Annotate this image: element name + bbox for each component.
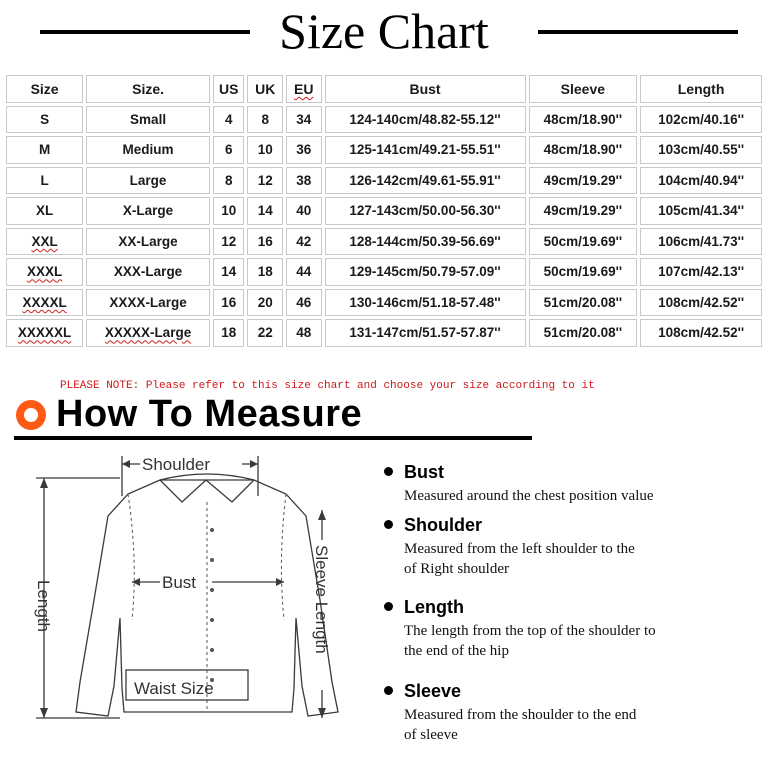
page-title: Size Chart (279, 3, 489, 59)
table-cell: 106cm/41.73'' (640, 228, 762, 256)
section-underline (14, 436, 532, 440)
table-header-cell: Size (6, 75, 83, 103)
table-cell: 48cm/18.90'' (529, 106, 638, 134)
table-row (6, 167, 762, 195)
table-cell: 14 (213, 258, 244, 286)
table-cell: 127-143cm/50.00-56.30'' (325, 197, 526, 225)
table-cell: 10 (213, 197, 244, 225)
table-cell: 51cm/20.08'' (529, 289, 638, 317)
table-cell: 131-147cm/51.57-57.87'' (325, 319, 526, 347)
table-cell: XXXL (6, 258, 83, 286)
table-cell: 102cm/40.16'' (640, 106, 762, 134)
table-cell: L (6, 167, 83, 195)
measure-label: Bust (404, 462, 444, 482)
how-to-measure-title: How To Measure (56, 393, 363, 435)
bullet-icon (384, 602, 393, 611)
measure-description (404, 486, 754, 506)
measure-description (404, 705, 754, 745)
table-row (6, 197, 762, 225)
table-row (6, 289, 762, 317)
table-cell: 104cm/40.94'' (640, 167, 762, 195)
table-cell: 38 (286, 167, 322, 195)
bullet-icon (384, 520, 393, 529)
title-rule-right (538, 30, 738, 34)
table-header-row (6, 75, 762, 103)
bullet-icon (384, 686, 393, 695)
table-cell: 108cm/42.52'' (640, 319, 762, 347)
table-cell: 130-146cm/51.18-57.48'' (325, 289, 526, 317)
table-cell: 46 (286, 289, 322, 317)
table-cell: 50cm/19.69'' (529, 228, 638, 256)
table-cell: Medium (86, 136, 210, 164)
measure-desc-line: of sleeve (404, 727, 458, 743)
table-cell: Small (86, 106, 210, 134)
table-cell: 34 (286, 106, 322, 134)
table-cell: 12 (247, 167, 283, 195)
table-cell: 18 (213, 319, 244, 347)
table-cell: XXXXL (6, 289, 83, 317)
diagram-label-length: Length (34, 580, 53, 632)
table-header-cell: UK (247, 75, 283, 103)
measure-desc-line: of Right shoulder (404, 561, 509, 577)
measure-desc-line: Measured from the shoulder to the end (404, 707, 637, 723)
table-header-cell: Bust (325, 75, 526, 103)
table-cell: 107cm/42.13'' (640, 258, 762, 286)
diagram-label-sleeve-length: Sleeve Length (312, 545, 331, 654)
table-cell: XXXXXL (6, 319, 83, 347)
table-cell: 124-140cm/48.82-55.12'' (325, 106, 526, 134)
table-cell: 48cm/18.90'' (529, 136, 638, 164)
diagram-label-shoulder: Shoulder (142, 455, 211, 474)
table-cell: 16 (247, 228, 283, 256)
table-cell: 44 (286, 258, 322, 286)
diagram-label-bust: Bust (162, 573, 197, 592)
measure-label: Shoulder (404, 515, 483, 535)
table-cell: XXXXX-Large (86, 319, 210, 347)
table-cell: 4 (213, 106, 244, 134)
measure-label: Sleeve (404, 681, 462, 701)
measure-desc-line: the end of the hip (404, 643, 509, 659)
table-cell: M (6, 136, 83, 164)
table-header-cell: Size. (86, 75, 210, 103)
measure-label: Length (404, 597, 464, 617)
table-cell: 108cm/42.52'' (640, 289, 762, 317)
measure-description (404, 621, 754, 661)
table-cell: 14 (247, 197, 283, 225)
table-cell: Large (86, 167, 210, 195)
table-cell: 8 (213, 167, 244, 195)
measure-description (404, 539, 754, 579)
table-cell: 6 (213, 136, 244, 164)
collar-left (160, 480, 206, 502)
table-cell: 126-142cm/49.61-55.91'' (325, 167, 526, 195)
table-cell: 128-144cm/50.39-56.69'' (325, 228, 526, 256)
table-cell: 50cm/19.69'' (529, 258, 638, 286)
measure-desc-line: Measured from the left shoulder to the (404, 541, 635, 557)
table-cell: X-Large (86, 197, 210, 225)
table-cell: 40 (286, 197, 322, 225)
right-seam (281, 494, 286, 620)
table-cell: 12 (213, 228, 244, 256)
measure-desc-line: The length from the top of the shoulder to (404, 623, 656, 639)
table-cell: 8 (247, 106, 283, 134)
table-cell: S (6, 106, 83, 134)
collar-back (160, 474, 254, 480)
table-cell: 51cm/20.08'' (529, 319, 638, 347)
bullet-icon (384, 467, 393, 476)
table-row (6, 319, 762, 347)
table-header-cell: US (213, 75, 244, 103)
table-cell: 36 (286, 136, 322, 164)
table-cell: XX-Large (86, 228, 210, 256)
diagram-label-waist-size: Waist Size (134, 679, 214, 698)
table-cell: 125-141cm/49.21-55.51'' (325, 136, 526, 164)
table-row (6, 106, 762, 134)
table-row (6, 228, 762, 256)
measure-desc-line: Measured around the chest position value (404, 488, 654, 504)
table-cell: XL (6, 197, 83, 225)
circle-bullet-icon (16, 400, 46, 430)
table-cell: XXL (6, 228, 83, 256)
table-row (6, 258, 762, 286)
table-cell: 48 (286, 319, 322, 347)
table-header-cell: Sleeve (529, 75, 638, 103)
table-header-cell: Length (640, 75, 762, 103)
table-cell: 18 (247, 258, 283, 286)
table-cell: XXXX-Large (86, 289, 210, 317)
table-cell: 49cm/19.29'' (529, 197, 638, 225)
table-cell: 20 (247, 289, 283, 317)
table-cell: XXX-Large (86, 258, 210, 286)
table-cell: 22 (247, 319, 283, 347)
table-cell: 129-145cm/50.79-57.09'' (325, 258, 526, 286)
collar-right (206, 480, 254, 502)
table-cell: 42 (286, 228, 322, 256)
table-cell: 49cm/19.29'' (529, 167, 638, 195)
size-note: PLEASE NOTE: Please refer to this size chart and choose your size according to it (60, 380, 595, 392)
left-seam (128, 494, 134, 620)
table-cell: 105cm/41.34'' (640, 197, 762, 225)
title-bar (0, 0, 768, 62)
table-row (6, 136, 762, 164)
table-cell: 103cm/40.55'' (640, 136, 762, 164)
shirt-measure-diagram (10, 450, 360, 750)
table-cell: 16 (213, 289, 244, 317)
size-table (3, 72, 765, 350)
table-cell: 10 (247, 136, 283, 164)
table-header-cell: EU (286, 75, 322, 103)
